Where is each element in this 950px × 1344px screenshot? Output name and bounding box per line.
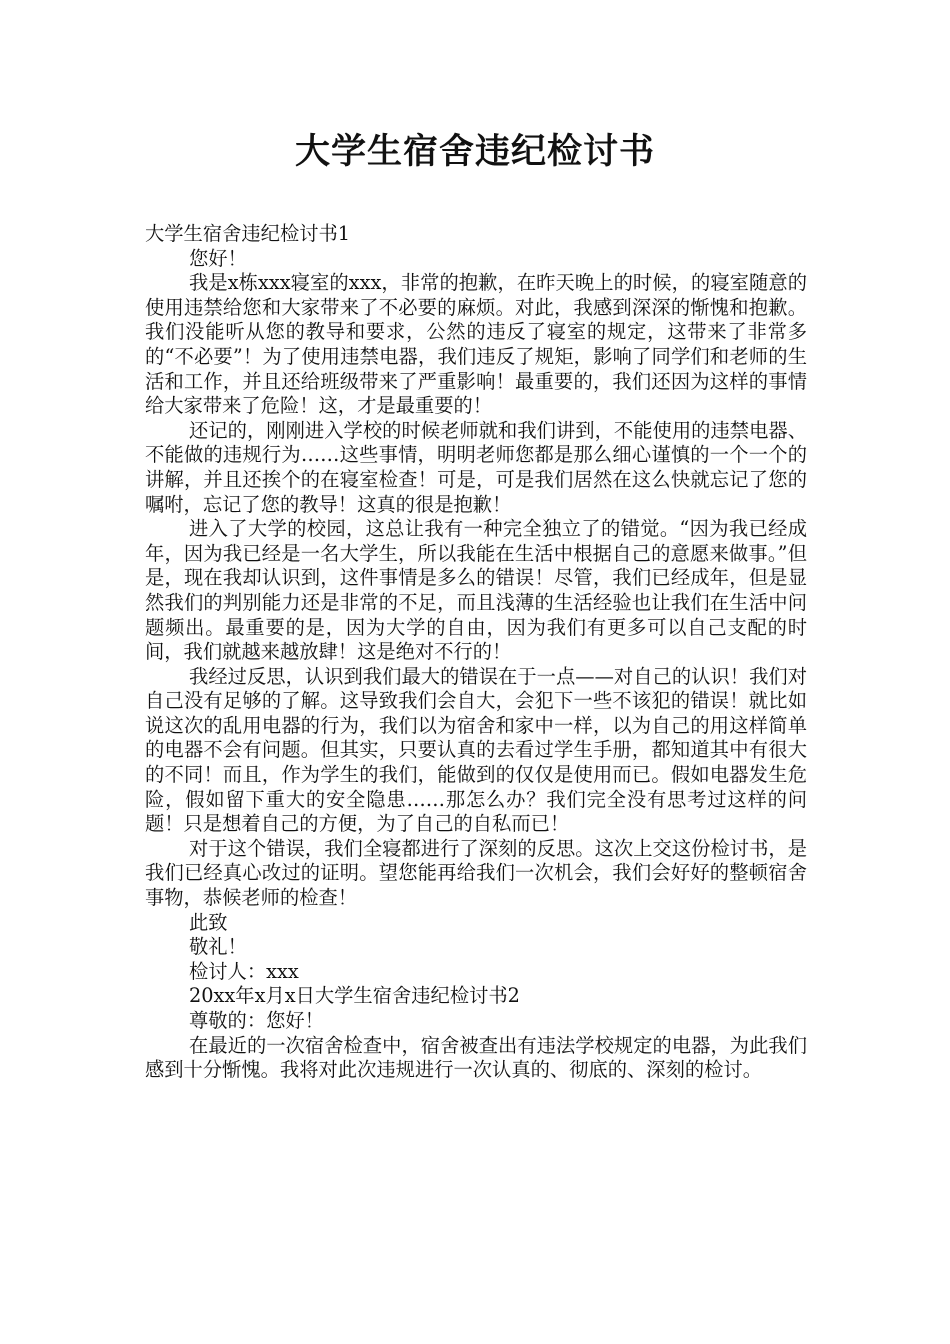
paragraph-body-6: 在最近的一次宿舍检查中，宿舍被查出有违法学校规定的电器，为此我们感到十分惭愧。我将对此次违规进行一次认真的、彻底的、深刻的检讨。 — [145, 1033, 807, 1082]
paragraph-greeting-2: 尊敬的：您好！ — [189, 1009, 324, 1032]
document-body — [145, 222, 807, 1083]
paragraph-body-2: 还记的，刚刚进入学校的时候老师就和我们讲到，不能使用的违禁电器、不能做的违规行为……这些事情，明明老师您都是那么细心谨慎的一个一个的讲解，并且还挨个的在寝室检查！可是，可是我们居然在这么快就忘记了您的嘱咐，忘记了您的教导！这真的很是抱歉！ — [145, 418, 807, 516]
paragraph-closing-1: 此致 — [189, 910, 228, 934]
paragraph-greeting-1: 您好！ — [189, 246, 247, 270]
paragraph-date-and-heading-2: 20xx年x月x日大学生宿舍违纪检讨书2 — [189, 984, 520, 1008]
paragraph-body-1: 我是x栋xxx寝室的xxx，非常的抱歉，在昨天晚上的时候，的寝室随意的使用违禁给您和大家带来了不必要的麻烦。对此，我感到深深的惭愧和抱歉。我们没能听从您的教导和要求，公然的违反了寝室的规定，这带来了非常多的“不必要”！为了使用违禁电器，我们违反了规矩，影响了同学们和老师的生活和工作，并且还给班级带来了严重影响！最重要的，我们还因为这样的事情给大家带来了危险！这，才是最重要的！ — [145, 271, 807, 418]
paragraph-signature: 检讨人：xxx — [189, 959, 299, 983]
paragraph-closing-2: 敬礼！ — [189, 935, 247, 959]
document-title: 大学生宿舍违纪检讨书 — [294, 132, 655, 172]
paragraph-body-3: 进入了大学的校园，这总让我有一种完全独立了的错觉。“因为我已经成年，因为我已经是一名大学生，所以我能在生活中根据自己的意愿来做事。”但是，现在我却认识到，这件事情是多么的错误！尽管，我们已经成年，但是显然我们的判别能力还是非常的不足，而且浅薄的生活经验也让我们在生活中问题频出。最重要的是，因为大学的自由，因为我们有更多可以自己支配的时间，我们就越来越放肆！这是绝对不行的！ — [145, 517, 807, 664]
paragraph-section-heading-1: 大学生宿舍违纪检讨书1 — [145, 222, 351, 245]
paragraph-body-4: 我经过反思，认识到我们最大的错误在于一点——对自己的认识！我们对自己没有足够的了解。这导致我们会自大，会犯下一些不该犯的错误！就比如说这次的乱用电器的行为，我们以为宿舍和家中一样，以为自己的用这样简单的电器不会有问题。但其实，只要认真的去看过学生手册，都知道其中有很大的不同！而且，作为学生的我们，能做到的仅仅是使用而已。假如电器发生危险，假如留下重大的安全隐患……那怎么办？我们完全没有思考过这样的问题！只是想着自己的方便，为了自己的自私而已！ — [145, 664, 807, 836]
paragraph-body-5: 对于这个错误，我们全寝都进行了深刻的反思。这次上交这份检讨书，是我们已经真心改过的证明。望您能再给我们一次机会，我们会好好的整顿宿舍事物，恭候老师的检查！ — [145, 836, 807, 910]
